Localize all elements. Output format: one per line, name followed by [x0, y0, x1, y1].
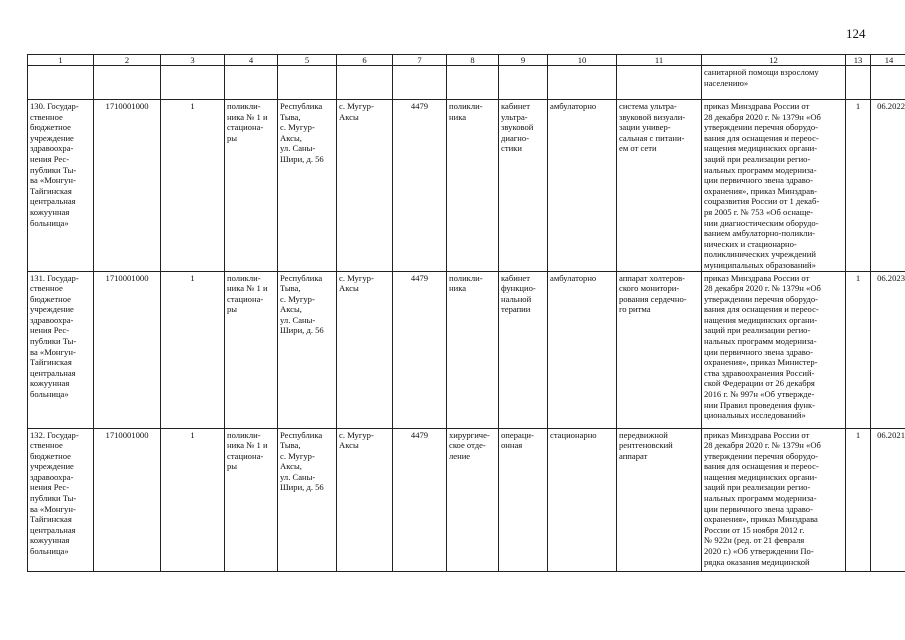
date-cell: 06.2023 [871, 271, 905, 428]
column-number-header: 4 [225, 55, 278, 66]
department-cell: хирургиче- ское отде- ление [447, 428, 499, 571]
subdivision-cell: поликли- ника № 1 и стациона- ры [225, 271, 278, 428]
column-number-header: 1 [28, 55, 94, 66]
empty-cell [278, 66, 337, 100]
equipment-cell: передвижной рентгеновский аппарат [617, 428, 702, 571]
oktmo-code-cell: 1710001000 [94, 100, 161, 272]
empty-cell [617, 66, 702, 100]
column-number-header: 12 [702, 55, 846, 66]
column-number-header: 8 [447, 55, 499, 66]
column-number-header: 14 [871, 55, 905, 66]
quantity-cell: 1 [846, 428, 871, 571]
empty-cell [548, 66, 617, 100]
oktmo-code-cell: 1710001000 [94, 428, 161, 571]
organization-cell: 132. Государ- ственное бюджетное учреждение здравоохра- нения Рес- публики Ты- ва «Монгун- Тайгинская центральная кожуунная больница» [28, 428, 94, 571]
department-cell: поликли- ника [447, 271, 499, 428]
count-cell: 1 [161, 428, 225, 571]
care-conditions-cell: амбулаторно [548, 100, 617, 272]
settlement-cell: с. Мугур- Аксы [337, 100, 393, 272]
column-number-header: 3 [161, 55, 225, 66]
room-cell: кабинет ультра- звуковой диагно- стики [499, 100, 548, 272]
column-number-header: 9 [499, 55, 548, 66]
column-number-header: 2 [94, 55, 161, 66]
legal-basis-cell: приказ Минздрава России от 28 декабря 2020 г. № 1379н «Об утверждении перечня оборудо- вания для оснащения и переос- нащения медицинских органи- заций при реализации регио- нальных программ модерниза- ции первичного звена здраво- охранения», приказ Минздрав- соцразвития России от 1 декаб- ря 2005 г. № 753 «Об оснаще- нии диагностическим оборудо- ванием амбулаторно-поликли- нических и стационарно- поликлинических учреждений муниципальных образований» [702, 100, 846, 272]
empty-cell [161, 66, 225, 100]
settlement-cell: с. Мугур- Аксы [337, 428, 393, 571]
address-cell: Республика Тыва, с. Мугур- Аксы, ул. Саны- Шири, д. 56 [278, 100, 337, 272]
empty-cell [94, 66, 161, 100]
settlement-cell: с. Мугур- Аксы [337, 271, 393, 428]
empty-cell [337, 66, 393, 100]
page-number: 124 [846, 26, 866, 41]
organization-cell: 130. Государ- ственное бюджетное учреждение здравоохра- нения Рес- публики Ты- ва «Монгун- Тайгинская центральная кожуунная больница» [28, 100, 94, 272]
empty-cell [871, 66, 905, 100]
empty-cell [846, 66, 871, 100]
legal-basis-cell: приказ Минздрава России от 28 декабря 2020 г. № 1379н «Об утверждении перечня оборудо- вания для оснащения и переос- нащения медицинских органи- заций при реализации регио- нальных программ модерниза- ции первичного звена здраво- охранения», приказ Министер- ства здравоохранения Россий- ской Федерации от 26 декабря 2016 г. № 997н «Об утвержде- нии Правил проведения функ- циональных исследований» [702, 271, 846, 428]
quantity-cell: 1 [846, 271, 871, 428]
column-number-header: 13 [846, 55, 871, 66]
population-cell: 4479 [393, 271, 447, 428]
care-conditions-cell: амбулаторно [548, 271, 617, 428]
column-number-header: 11 [617, 55, 702, 66]
date-cell: 06.2022 [871, 100, 905, 272]
column-number-header: 5 [278, 55, 337, 66]
table-row [28, 428, 905, 571]
empty-cell [28, 66, 94, 100]
equipment-cell: аппарат холтеров- ского монитори- рования сердечно- го ритма [617, 271, 702, 428]
column-number-header: 10 [548, 55, 617, 66]
table-row [28, 271, 905, 428]
empty-cell [393, 66, 447, 100]
continuation-row [28, 66, 905, 100]
equipment-cell: система ультра- звуковой визуали- зации универ- сальная с питани- ем от сети [617, 100, 702, 272]
quantity-cell: 1 [846, 100, 871, 272]
department-cell: поликли- ника [447, 100, 499, 272]
oktmo-code-cell: 1710001000 [94, 271, 161, 428]
column-number-header: 6 [337, 55, 393, 66]
continuation-text-cell: санитарной помощи взрослому населению» [702, 66, 846, 100]
organization-cell: 131. Государ- ственное бюджетное учреждение здравоохра- нения Рес- публики Ты- ва «Монгун- Тайгинская центральная кожуунная больница» [28, 271, 94, 428]
count-cell: 1 [161, 271, 225, 428]
equipment-registry-table [27, 54, 905, 572]
room-cell: операци- онная [499, 428, 548, 571]
count-cell: 1 [161, 100, 225, 272]
room-cell: кабинет функцио- нальной терапии [499, 271, 548, 428]
population-cell: 4479 [393, 100, 447, 272]
subdivision-cell: поликли- ника № 1 и стациона- ры [225, 100, 278, 272]
date-cell: 06.2021 [871, 428, 905, 571]
address-cell: Республика Тыва, с. Мугур- Аксы, ул. Саны- Шири, д. 56 [278, 271, 337, 428]
legal-basis-cell: приказ Минздрава России от 28 декабря 2020 г. № 1379н «Об утверждении перечня оборудо- вания для оснащения и переос- нащения медицинских органи- заций при реализации регио- нальных программ модерниза- ции первичного звена здраво- охранения», приказ Минздрава России от 15 ноября 2012 г. № 922н (ред. от 21 февраля 2020 г.) «Об утверждении По- рядка оказания медицинской [702, 428, 846, 571]
empty-cell [225, 66, 278, 100]
address-cell: Республика Тыва, с. Мугур- Аксы, ул. Саны- Шири, д. 56 [278, 428, 337, 571]
population-cell: 4479 [393, 428, 447, 571]
subdivision-cell: поликли- ника № 1 и стациона- ры [225, 428, 278, 571]
empty-cell [447, 66, 499, 100]
empty-cell [499, 66, 548, 100]
column-number-header-row [28, 55, 905, 66]
care-conditions-cell: стационарно [548, 428, 617, 571]
table-row [28, 100, 905, 272]
column-number-header: 7 [393, 55, 447, 66]
